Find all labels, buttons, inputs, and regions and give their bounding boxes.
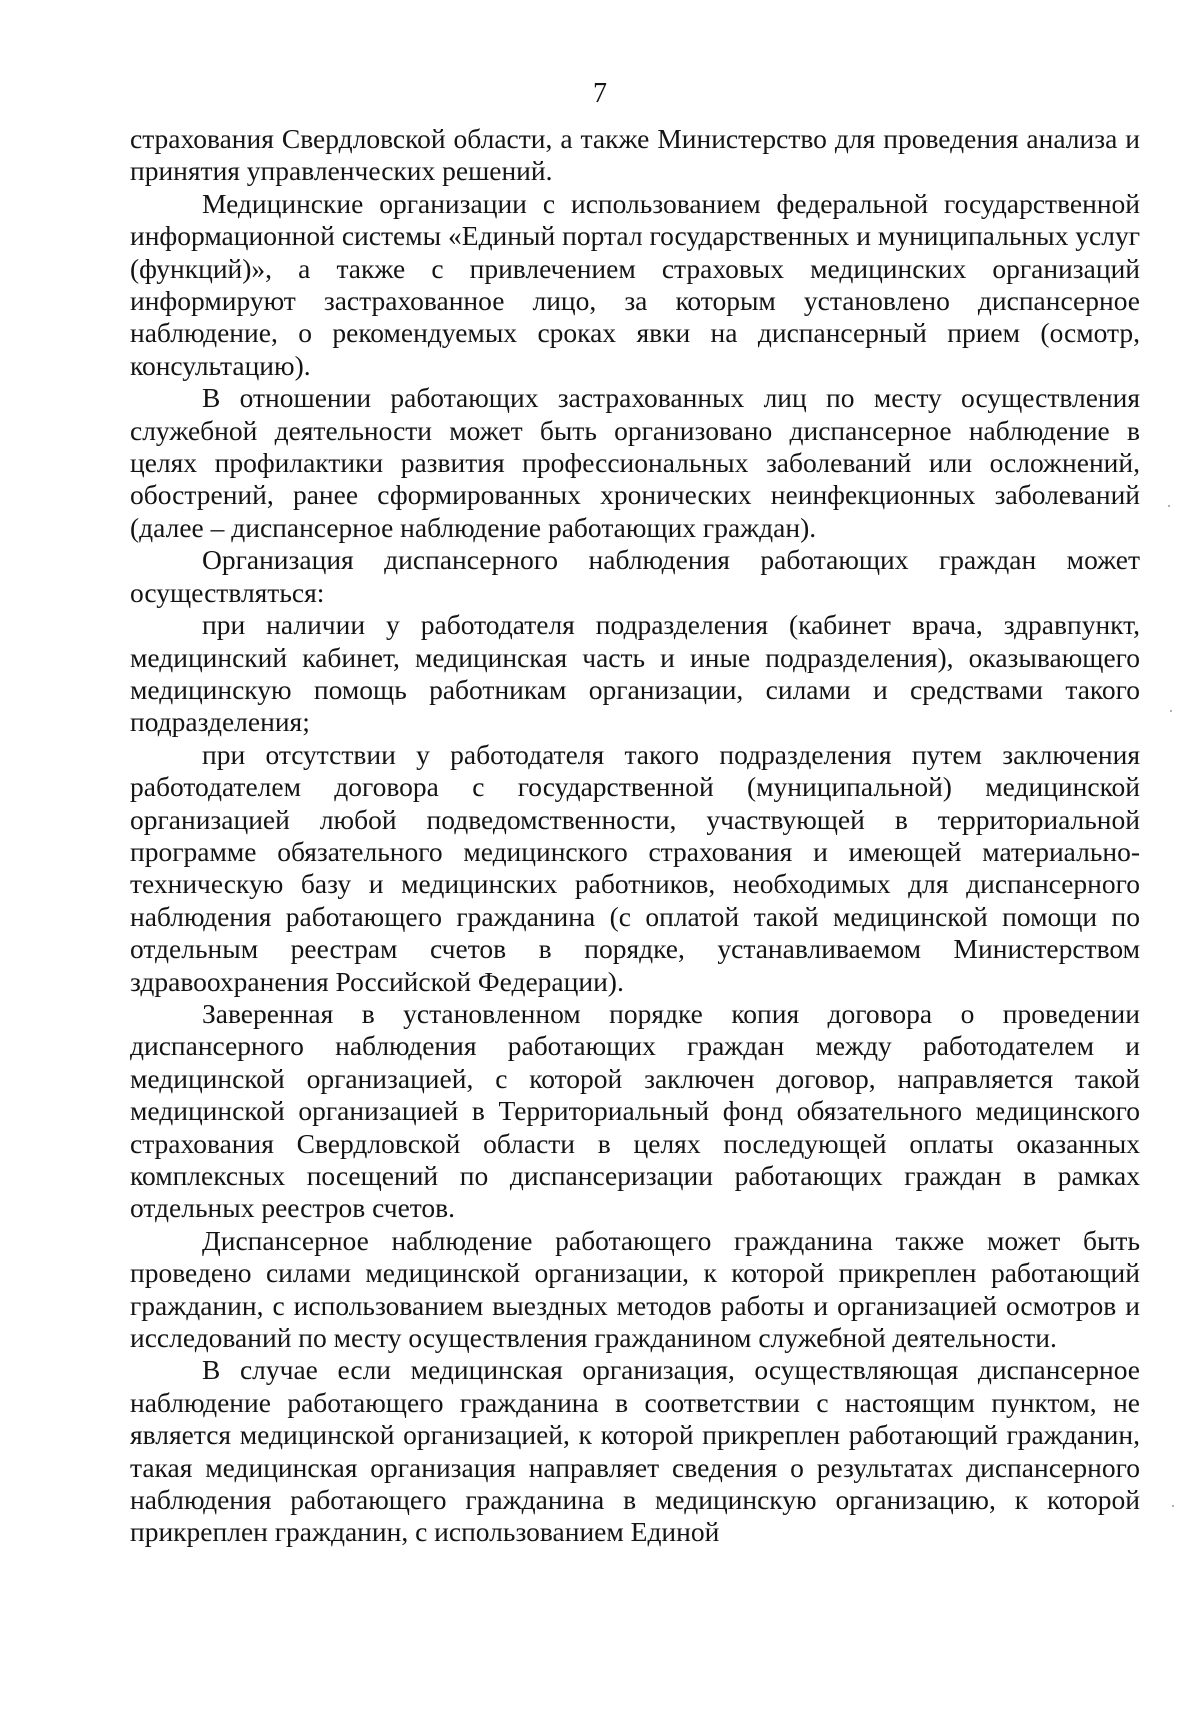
paragraph-without-unit: при отсутствии у работодателя такого подразделения путем заключения работодателем договора с государственной (муниципальной) медицинской организацией любой подведомственности, участвующей в территориальной программе обязательного медицинского страхования и имеющей материально-техническую базу и медицинских работников, необходимых для диспансерного наблюдения работающего гражданина (с оплатой такой медицинской помощи по отдельным реестрам счетов в порядке, устанавливаемом Министерством здравоохранения Российской Федерации).: [130, 738, 1140, 997]
paragraph-working-insured: В отношении работающих застрахованных лиц по месту осуществления служебной деятельности может быть организовано диспансерное наблюдение в целях профилактики развития профессиональных заболеваний или осложнений, обострений, ранее сформированных хронических неинфекционных заболеваний (далее – диспансерное наблюдение работающих граждан).: [130, 382, 1140, 543]
scan-dot: [1168, 505, 1170, 507]
paragraph-contract-copy: Заверенная в установленном порядке копия договора о проведении диспансерного наблюдения работающих граждан между работодателем и медицинской организацией, с которой заключен договор, направляется такой медицинской организацией в Территориальный фонд обязательного медицинского страхования Свердловской области в целях последующей оплаты оказанных комплексных посещений по диспансеризации работающих граждан в рамках отдельных реестров счетов.: [130, 997, 1140, 1224]
paragraph-continuation: страхования Свердловской области, а также Министерство для проведения анализа и принятия управленческих решений.: [130, 123, 1140, 187]
paragraph-with-unit: при наличии у работодателя подразделения (кабинет врача, здравпункт, медицинский кабинет, медицинская часть и иные подразделения), оказывающего медицинскую помощь работникам организации, силами и средствами такого подразделения;: [130, 609, 1140, 738]
page-number: 7: [593, 78, 607, 109]
document-body: [130, 123, 1140, 1549]
paragraph-results-transfer: В случае если медицинская организация, осуществляющая диспансерное наблюдение работающего гражданина в соответствии с настоящим пунктом, не является медицинской организацией, к которой прикреплен работающий гражданин, такая медицинская организация направляет сведения о результатах диспансерного наблюдения работающего гражданина в медицинскую организацию, к которой прикреплен гражданин, с использованием Единой: [130, 1354, 1140, 1548]
paragraph-informing: Медицинские организации с использованием федеральной государственной информационной системы «Единый портал государственных и муниципальных услуг (функций)», а также с привлечением страховых медицинских организаций информируют застрахованное лицо, за которым установлено диспансерное наблюдение, о рекомендуемых сроках явки на диспансерный прием (осмотр, консультацию).: [130, 187, 1140, 381]
paragraph-organization: Организация диспансерного наблюдения работающих граждан может осуществляться:: [130, 544, 1140, 608]
scan-dot: [1170, 710, 1172, 712]
paragraph-attached-organization: Диспансерное наблюдение работающего гражданина также может быть проведено силами медицинской организации, к которой прикреплен работающий гражданин, с использованием выездных методов работы и организацией осмотров и исследований по месту осуществления гражданином служебной деятельности.: [130, 1224, 1140, 1354]
scan-dot: [1172, 1505, 1174, 1507]
